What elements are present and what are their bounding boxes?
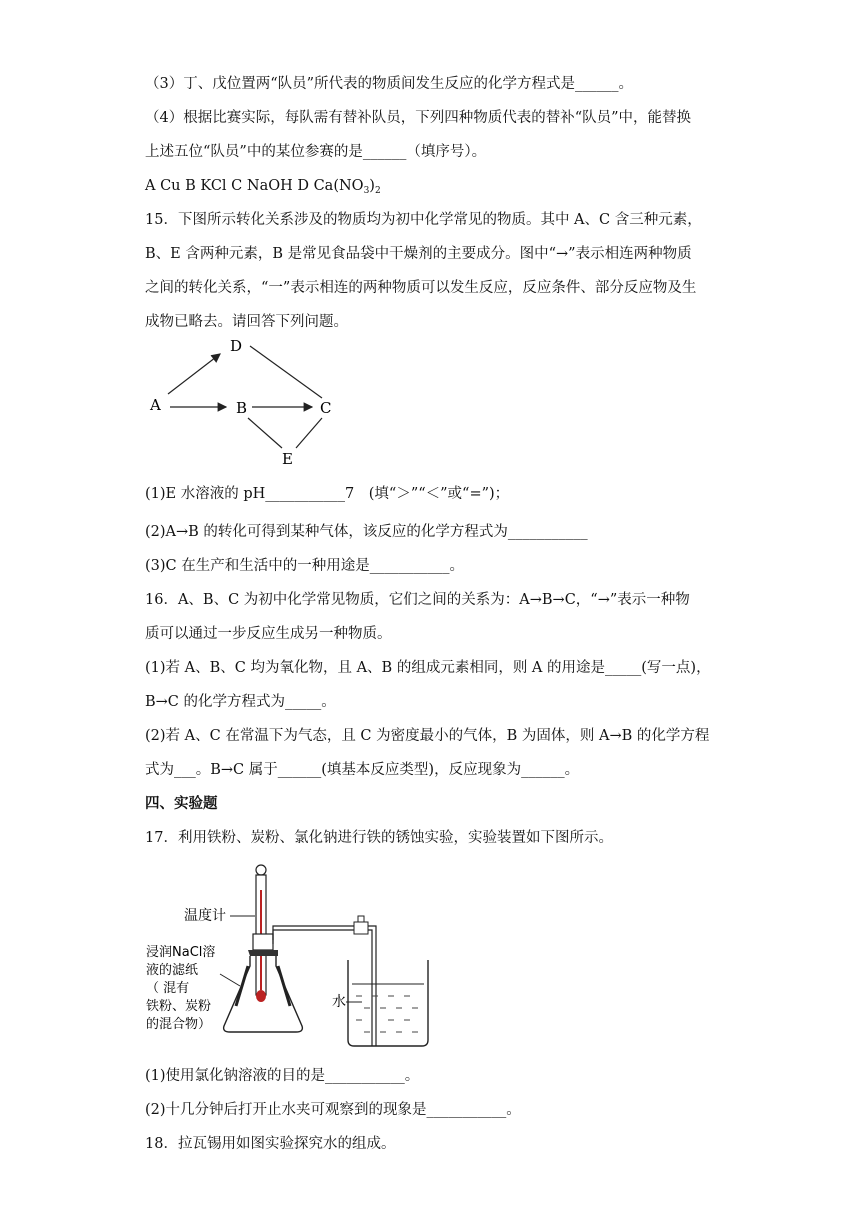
q15-node-b xyxy=(236,399,247,417)
q15-line-b-e xyxy=(248,418,282,448)
q15-line2: B、E 含两种元素，B 是常见食品袋中干燥剂的主要成分。图中“→”表示相连两种物质 xyxy=(145,246,692,262)
q15-node-d xyxy=(230,337,242,355)
section-4-title: 四、实验题 xyxy=(145,795,218,812)
q15-line1: 15．下图所示转化关系涉及的物质均为初中化学常见的物质。其中 A、C 含三种元素， xyxy=(145,212,702,228)
q14-part3: （3）丁、戊位置两“队员”所代表的物质间发生反应的化学方程式是______。 xyxy=(145,76,634,92)
q15-node-c xyxy=(320,399,331,417)
q14-options-sub2: 2 xyxy=(374,186,381,196)
q15-node-e xyxy=(282,450,293,468)
q17-sub1: (1)使用氯化钠溶液的目的是___________。 xyxy=(145,1068,420,1084)
q14-part4-line1: （4）根据比赛实际，每队需有替补队员，下列四种物质代表的替补“队员”中，能替换 xyxy=(145,110,692,126)
q14-options-prefix: A Cu B KCl C NaOH D Ca(NO xyxy=(145,178,364,194)
q15-sub3: (3)C 在生产和生活中的一种用途是___________。 xyxy=(145,558,464,574)
q15-node-e-label: E xyxy=(282,450,293,468)
q16-sub1-line1: (1)若 A、B、C 均为氧化物，且 A、B 的组成元素相同，则 A 的用途是_____(写一点)， xyxy=(145,660,711,676)
q15-sub2: (2)A→B 的转化可得到某种气体，该反应的化学方程式为___________ xyxy=(145,524,588,540)
filter-label-1: 浸润NaCl溶 xyxy=(146,945,216,960)
q15-line-d-c xyxy=(250,346,322,398)
filter-label-2: 液的滤纸 xyxy=(146,963,199,978)
q18-line1: 18．拉瓦锡用如图实验探究水的组成。 xyxy=(145,1136,396,1152)
q14-part4-line2: 上述五位“队员”中的某位参赛的是______（填序号）。 xyxy=(145,144,487,160)
q15-line4: 成物已略去。请回答下列问题。 xyxy=(145,314,348,330)
q17-line1: 17．利用铁粉、炭粉、氯化钠进行铁的锈蚀实验，实验装置如下图所示。 xyxy=(145,830,613,846)
filter-label-4: 铁粉、炭粉 xyxy=(146,999,212,1014)
q15-sub1: (1)E 水溶液的 pH___________7 (填“＞”“＜”或“=”)； xyxy=(145,486,510,502)
q14-options xyxy=(145,176,381,196)
water-label: 水 xyxy=(332,994,346,1010)
filter-label-3: （ 混有 xyxy=(146,981,190,996)
q15-node-d-label: D xyxy=(230,337,243,355)
q15-transformation-diagram xyxy=(140,332,350,472)
q14-options-sub: 3 xyxy=(363,186,370,196)
q15-arrow-a-to-d xyxy=(168,354,220,394)
q15-node-b-label: B xyxy=(236,399,248,417)
q15-node-a-label: A xyxy=(150,396,161,414)
q15-node-c-label: C xyxy=(320,399,332,417)
q15-node-a xyxy=(149,396,161,414)
q15-line-c-e xyxy=(296,418,322,448)
q16-line1: 16．A、B、C 为初中化学常见物质，它们之间的关系为：A→B→C，“→”表示一种物 xyxy=(145,592,690,608)
filter-label-5: 的混合物） xyxy=(146,1017,212,1032)
beaker-icon xyxy=(348,960,428,1046)
q16-sub2-line1: (2)若 A、C 在常温下为气态，且 C 为密度最小的气体，B 为固体，则 A→B 的化学方程 xyxy=(145,728,710,744)
q15-line3: 之间的转化关系，“一”表示相连的两种物质可以发生反应，反应条件、部分反应物及生 xyxy=(145,280,697,296)
q16-sub2-line2: 式为___。B→C 属于______(填基本反应类型)，反应现象为______。 xyxy=(145,762,580,778)
q17-rusting-apparatus xyxy=(140,856,440,1056)
thermometer-label: 温度计 xyxy=(184,908,226,924)
q16-sub1-line2: B→C 的化学方程式为_____。 xyxy=(145,694,336,710)
q14-options-after: ) xyxy=(369,178,375,194)
delivery-tube-icon xyxy=(273,916,376,1046)
q16-line2: 质可以通过一步反应生成另一种物质。 xyxy=(145,626,392,642)
q17-sub2: (2)十几分钟后打开止水夹可观察到的现象是___________。 xyxy=(145,1102,521,1118)
